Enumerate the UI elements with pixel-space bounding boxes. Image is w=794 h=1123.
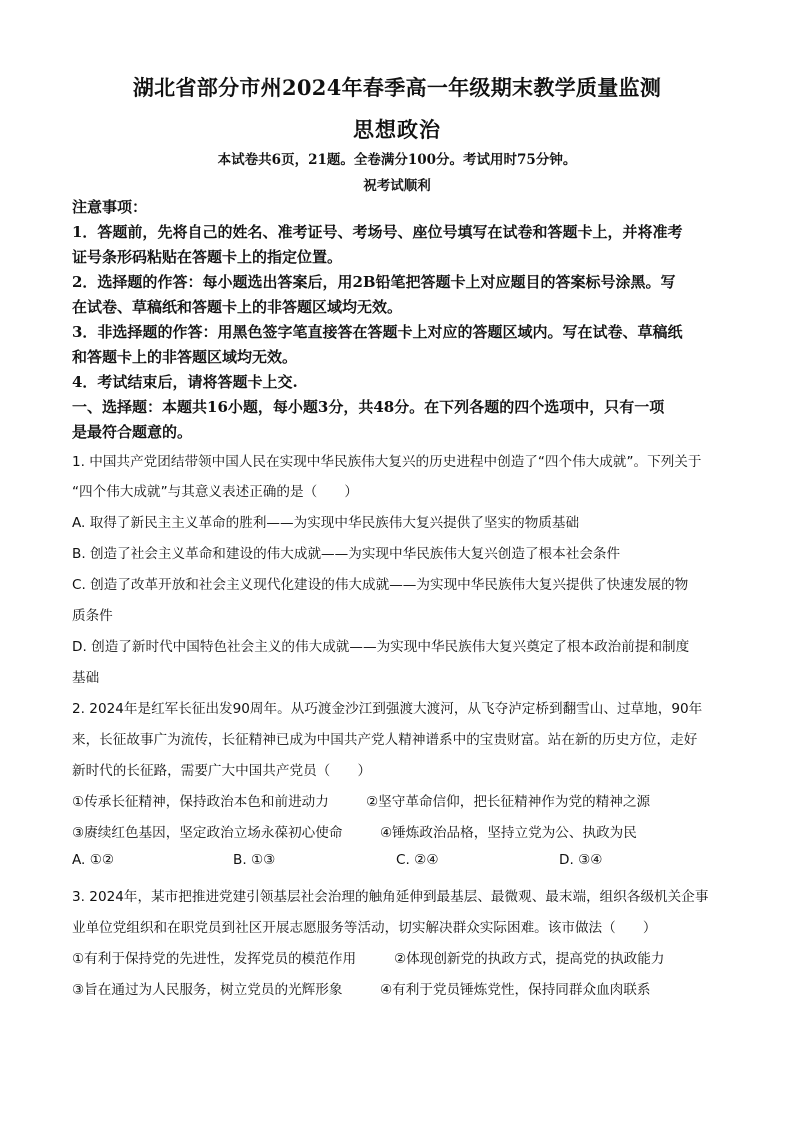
- q2-item: ③赓续红色基因，坚定政治立场永葆初心使命: [72, 825, 343, 841]
- q3-item: ③旨在通过为人民服务，树立党员的光辉形象: [72, 982, 343, 998]
- subject-title: 思想政治: [353, 117, 441, 142]
- q1-option: 基础: [72, 670, 100, 686]
- q2-choice-b: B. ①③: [233, 852, 276, 868]
- notes-line: 和答题卡上的非答题区域均无效。: [72, 348, 298, 366]
- q1-option: A. 取得了新民主主义革命的胜利——为实现中华民族伟大复兴提供了坚实的物质基础: [72, 515, 580, 531]
- notes-line: 4．考试结束后，请将答题卡上交.: [72, 373, 298, 391]
- q2-item: ④锤炼政治品格，坚持立党为公、执政为民: [380, 825, 637, 841]
- notes-heading: 注意事项：: [72, 198, 148, 216]
- q2-item: ②坚守革命信仰，把长征精神作为党的精神之源: [366, 794, 651, 810]
- q1-option: D. 创造了新时代中国特色社会主义的伟大成就——为实现中华民族伟大复兴奠定了根本政治前提和制度: [72, 639, 690, 655]
- notes-line: 2．选择题的作答：每小题选出答案后，用2B铅笔把答题卡上对应题目的答案标号涂黑。写: [72, 273, 676, 291]
- notes-line: 在试卷、草稿纸和答题卡上的非答题区域均无效。: [72, 298, 403, 316]
- notes-line: 3．非选择题的作答：用黑色签字笔直接答在答题卡上对应的答题区域内。写在试卷、草稿纸: [72, 323, 683, 341]
- q3-stem: 业单位党组织和在职党员到社区开展志愿服务等活动，切实解决群众实际困难。该市做法（ ）: [72, 920, 657, 936]
- q3-item: ①有利于保持党的先进性，发挥党员的模范作用: [72, 951, 357, 967]
- exam-title: 湖北省部分市州2024年春季高一年级期末教学质量监测: [132, 75, 662, 100]
- section-heading: 是最符合题意的。: [72, 423, 193, 441]
- q2-item: ①传承长征精神，保持政治本色和前进动力: [72, 794, 329, 810]
- q3-stem: 3. 2024年，某市把推进党建引领基层社会治理的触角延伸到最基层、最微观、最末端，组织各级机关企事: [72, 889, 709, 905]
- q2-choice-c: C. ②④: [396, 852, 439, 868]
- q3-item: ②体现创新党的执政方式，提高党的执政能力: [394, 951, 665, 967]
- exam-wish: 祝考试顺利: [363, 178, 431, 194]
- q1-stem: 1. 中国共产党团结带领中国人民在实现中华民族伟大复兴的历史进程中创造了“四个伟大成就”。下列关于: [72, 454, 702, 470]
- notes-line: 1．答题前，先将自己的姓名、准考证号、考场号、座位号填写在试卷和答题卡上，并将准考: [72, 223, 683, 241]
- q3-item: ④有利于党员锤炼党性，保持同群众血肉联系: [380, 982, 651, 998]
- q2-stem: 来，长征故事广为流传，长征精神已成为中国共产党人精神谱系中的宝贵财富。站在新的历史方位，走好: [72, 732, 698, 748]
- exam-info: 本试卷共6页，21题。全卷满分100分。考试用时75分钟。: [217, 152, 577, 168]
- section-heading: 一、选择题：本题共16小题，每小题3分，共48分。在下列各题的四个选项中，只有一项: [72, 398, 665, 416]
- q2-choice-a: A. ①②: [72, 852, 115, 868]
- q1-option: B. 创造了社会主义革命和建设的伟大成就——为实现中华民族伟大复兴创造了根本社会条件: [72, 546, 621, 562]
- q1-option: C. 创造了改革开放和社会主义现代化建设的伟大成就——为实现中华民族伟大复兴提供了快速发展的物: [72, 577, 689, 593]
- q2-stem: 新时代的长征路，需要广大中国共产党员（ ）: [72, 763, 372, 779]
- q2-choice-d: D. ③④: [559, 852, 603, 868]
- q2-stem: 2. 2024年是红军长征出发90周年。从巧渡金沙江到强渡大渡河，从飞夺泸定桥到翻雪山、过草地，90年: [72, 701, 703, 717]
- q1-stem: “四个伟大成就”与其意义表述正确的是（ ）: [72, 484, 358, 500]
- q1-option: 质条件: [72, 608, 113, 624]
- notes-line: 证号条形码粘贴在答题卡上的指定位置。: [72, 248, 343, 266]
